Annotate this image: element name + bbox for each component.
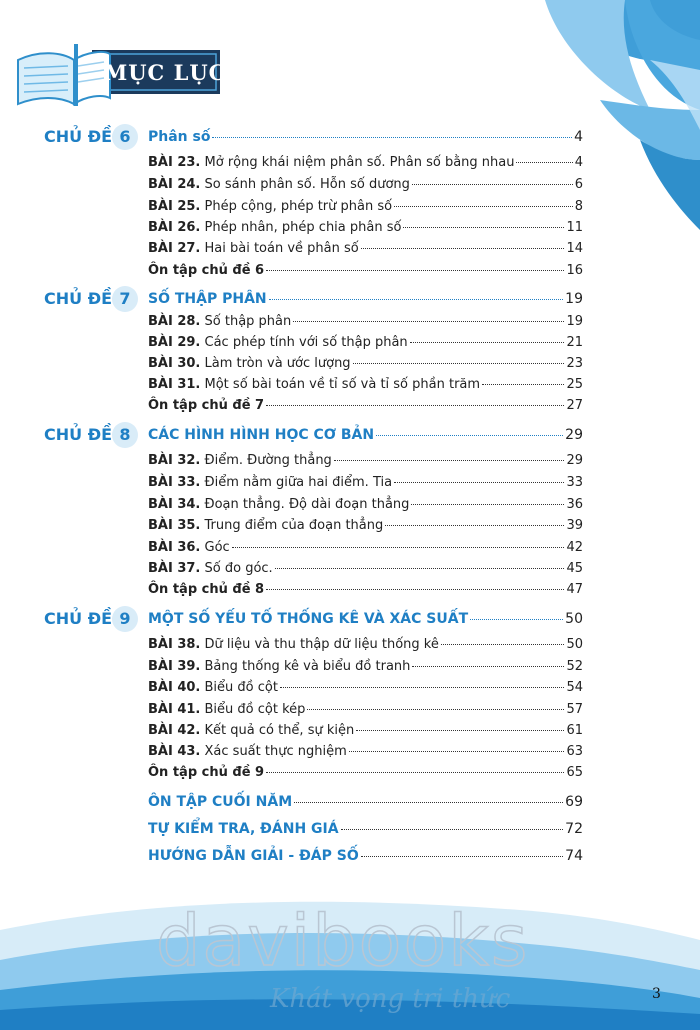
- lesson-code: BÀI 35.: [148, 518, 201, 533]
- toc-entry[interactable]: [148, 637, 583, 652]
- page-ref: 4: [574, 129, 583, 145]
- topic-6-number: 6: [112, 124, 138, 150]
- lesson-title: Xác suất thực nghiệm: [204, 744, 347, 759]
- lesson-title: Phép nhân, phép chia phân số: [204, 220, 402, 235]
- lesson-title: Một số bài toán về tỉ số và tỉ số phần trăm: [204, 377, 481, 392]
- topic-9-label: CHỦ ĐỀ: [44, 609, 113, 628]
- lesson-title: Các phép tính với số thập phân: [204, 335, 408, 350]
- toc-entry[interactable]: [148, 744, 583, 759]
- review-title: Ôn tập chủ đề 8: [148, 582, 265, 597]
- page-ref: 25: [566, 377, 583, 392]
- toc-entry[interactable]: [148, 659, 583, 674]
- lesson-title: Kết quả có thể, sự kiện: [204, 723, 355, 738]
- page-ref: 23: [566, 356, 583, 371]
- page-title: MỤC LỤC: [104, 60, 227, 85]
- page-ref: 29: [565, 427, 583, 443]
- page-ref: 54: [566, 680, 583, 695]
- topic-title: MỘT SỐ YẾU TỐ THỐNG KÊ VÀ XÁC SUẤT: [148, 611, 469, 627]
- lesson-title: Phép cộng, phép trừ phân số: [204, 199, 393, 214]
- dot-leader: [394, 206, 573, 207]
- toc-entry[interactable]: [148, 702, 583, 717]
- lesson-code: BÀI 26.: [148, 220, 201, 235]
- dot-leader: [232, 547, 565, 548]
- page-ref: 21: [566, 335, 583, 350]
- dot-leader: [412, 184, 573, 185]
- page-ref: 8: [574, 199, 583, 214]
- dot-leader: [266, 405, 564, 406]
- toc-extra-entry[interactable]: [148, 821, 583, 837]
- page-ref: 29: [566, 453, 583, 468]
- lesson-code: BÀI 39.: [148, 659, 201, 674]
- toc-entry[interactable]: [148, 241, 583, 256]
- page-ref: 72: [565, 821, 583, 837]
- lesson-title: Đoạn thẳng. Độ dài đoạn thẳng: [204, 497, 410, 512]
- page-ref: 14: [566, 241, 583, 256]
- toc-entry[interactable]: [148, 723, 583, 738]
- lesson-code: BÀI 25.: [148, 199, 201, 214]
- extra-title: HƯỚNG DẪN GIẢI - ĐÁP SỐ: [148, 848, 359, 864]
- lesson-title: So sánh phân số. Hỗn số dương: [204, 177, 410, 192]
- lesson-title: Số đo góc.: [204, 561, 273, 576]
- toc-entry[interactable]: [148, 177, 583, 192]
- topic-7-number: 7: [112, 286, 138, 312]
- lesson-code: BÀI 36.: [148, 540, 201, 555]
- dot-leader: [482, 384, 564, 385]
- lesson-code: BÀI 24.: [148, 177, 201, 192]
- extra-title: TỰ KIỂM TRA, ĐÁNH GIÁ: [148, 821, 339, 837]
- lesson-code: BÀI 23.: [148, 155, 201, 170]
- topic-8-label: CHỦ ĐỀ: [44, 425, 113, 444]
- dot-leader: [353, 363, 565, 364]
- dot-leader: [212, 137, 572, 138]
- brand-tagline: Khát vọng tri thức: [270, 984, 511, 1014]
- lesson-code: BÀI 42.: [148, 723, 201, 738]
- topic-title: Phân số: [148, 129, 211, 145]
- page-ref: 19: [566, 314, 583, 329]
- lesson-code: BÀI 32.: [148, 453, 201, 468]
- dot-leader: [293, 321, 564, 322]
- dot-leader: [294, 802, 563, 803]
- dot-leader: [412, 666, 564, 667]
- toc-entry[interactable]: [148, 453, 583, 468]
- page-ref: 45: [566, 561, 583, 576]
- toc-entry[interactable]: [148, 155, 583, 170]
- lesson-title: Bảng thống kê và biểu đồ tranh: [204, 659, 411, 674]
- toc-review-entry[interactable]: [148, 398, 583, 413]
- lesson-title: Dữ liệu và thu thập dữ liệu thống kê: [204, 637, 439, 652]
- toc-entry[interactable]: [148, 497, 583, 512]
- page-ref: 69: [565, 794, 583, 810]
- lesson-code: BÀI 28.: [148, 314, 201, 329]
- toc-entry[interactable]: [148, 540, 583, 555]
- page-ref: 11: [566, 220, 583, 235]
- page-ref: 47: [566, 582, 583, 597]
- toc-entry[interactable]: [148, 680, 583, 695]
- page-ref: 36: [566, 497, 583, 512]
- lesson-title: Mở rộng khái niệm phân số. Phân số bằng nhau: [204, 155, 515, 170]
- page-number: 3: [652, 986, 661, 1002]
- dot-leader: [470, 619, 563, 620]
- lesson-code: BÀI 27.: [148, 241, 201, 256]
- topic-9-number: 9: [112, 606, 138, 632]
- page-ref: 63: [566, 744, 583, 759]
- dot-leader: [403, 227, 564, 228]
- toc-entry[interactable]: [148, 518, 583, 533]
- lesson-title: Biểu đồ cột: [204, 680, 278, 695]
- dot-leader: [341, 829, 564, 830]
- dot-leader: [376, 435, 563, 436]
- lesson-title: Biểu đồ cột kép: [204, 702, 306, 717]
- lesson-code: BÀI 31.: [148, 377, 201, 392]
- dot-leader: [356, 730, 564, 731]
- topic-8-heading[interactable]: [148, 427, 583, 443]
- page-ref: 65: [566, 765, 583, 780]
- lesson-title: Điểm. Đường thẳng: [204, 453, 332, 468]
- page-ref: 74: [565, 848, 583, 864]
- topic-7-label: CHỦ ĐỀ: [44, 289, 113, 308]
- lesson-code: BÀI 37.: [148, 561, 201, 576]
- topic-title: SỐ THẬP PHÂN: [148, 291, 267, 307]
- toc-review-entry[interactable]: [148, 582, 583, 597]
- dot-leader: [394, 482, 564, 483]
- dot-leader: [349, 751, 565, 752]
- lesson-code: BÀI 40.: [148, 680, 201, 695]
- topic-9-heading[interactable]: [148, 611, 583, 627]
- lesson-title: Số thập phân: [204, 314, 292, 329]
- topic-7-heading[interactable]: [148, 291, 583, 307]
- dot-leader: [275, 568, 565, 569]
- toc-entry[interactable]: [148, 199, 583, 214]
- lesson-title: Trung điểm của đoạn thẳng: [204, 518, 384, 533]
- review-title: Ôn tập chủ đề 6: [148, 263, 265, 278]
- page-ref: 4: [574, 155, 583, 170]
- page-ref: 39: [566, 518, 583, 533]
- lesson-code: BÀI 34.: [148, 497, 201, 512]
- topic-8-number: 8: [112, 422, 138, 448]
- toc-review-entry[interactable]: [148, 765, 583, 780]
- lesson-code: BÀI 43.: [148, 744, 201, 759]
- topic-6-label: CHỦ ĐỀ: [44, 127, 113, 146]
- lesson-title: Góc: [204, 540, 230, 555]
- toc-entry[interactable]: [148, 561, 583, 576]
- page-ref: 50: [565, 611, 583, 627]
- page-ref: 52: [566, 659, 583, 674]
- review-title: Ôn tập chủ đề 7: [148, 398, 265, 413]
- lesson-title: Điểm nằm giữa hai điểm. Tia: [204, 475, 393, 490]
- dot-leader: [307, 709, 564, 710]
- toc-entry[interactable]: [148, 335, 583, 350]
- dot-leader: [266, 270, 564, 271]
- lesson-code: BÀI 30.: [148, 356, 201, 371]
- toc-entry[interactable]: [148, 356, 583, 371]
- toc-extra-entry[interactable]: [148, 794, 583, 810]
- dot-leader: [266, 589, 564, 590]
- toc-review-entry[interactable]: [148, 263, 583, 278]
- lesson-title: Làm tròn và ước lượng: [204, 356, 351, 371]
- dot-leader: [516, 162, 572, 163]
- page-ref: 50: [566, 637, 583, 652]
- toc-entry[interactable]: [148, 475, 583, 490]
- page-ref: 6: [574, 177, 583, 192]
- dot-leader: [385, 525, 564, 526]
- page-ref: 61: [566, 723, 583, 738]
- page-ref: 57: [566, 702, 583, 717]
- extra-title: ÔN TẬP CUỐI NĂM: [148, 794, 293, 810]
- toc-entry[interactable]: [148, 314, 583, 329]
- toc-entry[interactable]: [148, 220, 583, 235]
- lesson-code: BÀI 33.: [148, 475, 201, 490]
- lesson-code: BÀI 41.: [148, 702, 201, 717]
- dot-leader: [361, 248, 565, 249]
- topic-title: CÁC HÌNH HÌNH HỌC CƠ BẢN: [148, 427, 375, 443]
- topic-6-heading[interactable]: [148, 129, 583, 145]
- lesson-title: Hai bài toán về phân số: [204, 241, 359, 256]
- dot-leader: [411, 504, 564, 505]
- dot-leader: [361, 856, 563, 857]
- page-ref: 27: [566, 398, 583, 413]
- page-ref: 16: [566, 263, 583, 278]
- review-title: Ôn tập chủ đề 9: [148, 765, 265, 780]
- dot-leader: [269, 299, 564, 300]
- page-ref: 19: [565, 291, 583, 307]
- dot-leader: [266, 772, 564, 773]
- page-ref: 33: [566, 475, 583, 490]
- dot-leader: [441, 644, 565, 645]
- lesson-code: BÀI 38.: [148, 637, 201, 652]
- page-ref: 42: [566, 540, 583, 555]
- toc-extra-entry[interactable]: [148, 848, 583, 864]
- dot-leader: [280, 687, 565, 688]
- dot-leader: [334, 460, 565, 461]
- brand-watermark: davibooks: [156, 900, 530, 982]
- toc-entry[interactable]: [148, 377, 583, 392]
- lesson-code: BÀI 29.: [148, 335, 201, 350]
- dot-leader: [410, 342, 565, 343]
